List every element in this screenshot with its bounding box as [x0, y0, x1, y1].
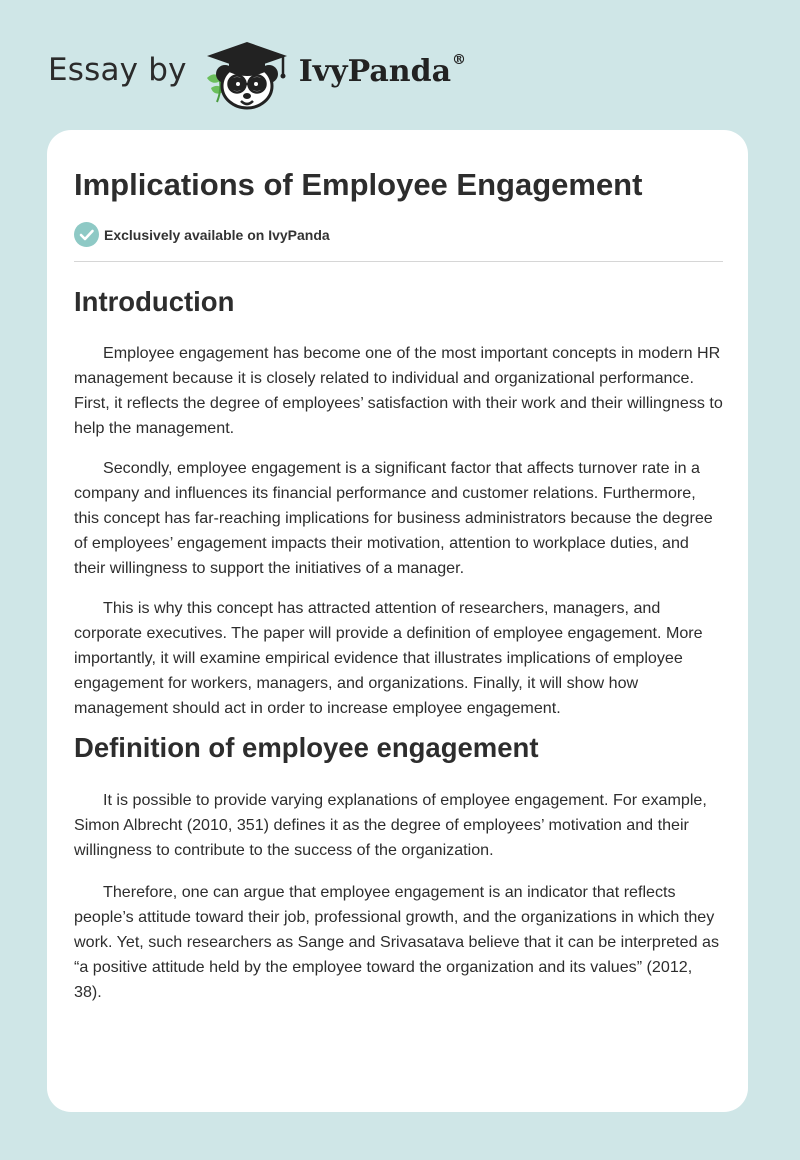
panda-logo-icon [203, 34, 295, 114]
section-heading-introduction: Introduction [74, 286, 235, 317]
paragraph: Secondly, employee engagement is a significant factor that affects turnover rate in a company and influences its financial performance and customer relations. Furthermore, this concept has far-reaching implications for business administrators because the degree of employees’ engagement impacts their motivation, attention to workplace duties, and their willingness to support the initiatives of a manager. [74, 459, 713, 577]
brand-prefix: Essay by [48, 52, 187, 88]
paragraph: It is possible to provide varying explanations of employee engagement. For example, Simon Albrecht (2010, 351) defines it as the degree of employees’ motivation and their willingness to contribute to the success of the organization. [74, 791, 707, 859]
brand-name: IvyPanda® [298, 51, 467, 89]
paragraph: This is why this concept has attracted attention of researchers, managers, and corporate executives. The paper will provide a definition of employee engagement. More importantly, it will examine empirical evidence that illustrates implications of employee engagement for workers, managers, and organizations. Finally, it will show how management should act in order to increase employee engagement. [74, 599, 703, 717]
essay-body [74, 278, 723, 1005]
registered-mark: ® [452, 51, 467, 68]
exclusive-badge-text: Exclusively available on IvyPanda [104, 226, 330, 243]
exclusive-badge [74, 222, 330, 247]
check-circle-icon [74, 222, 99, 247]
section-heading-definition: Definition of employee engagement [74, 732, 539, 763]
brand-header [48, 34, 466, 114]
essay-card [47, 130, 748, 1112]
essay-title: Implications of Employee Engagement [74, 167, 643, 202]
paragraph: Therefore, one can argue that employee engagement is an indicator that reflects people’s attitude toward their job, professional growth, and the organizations in which they work. Yet, such researchers as Sange and Srivasatava believe that it can be interpreted as “a positive attitude held by the employee toward the organization and its values” (2012, 38). [74, 883, 720, 1001]
title-divider [74, 261, 723, 262]
paragraph: Employee engagement has become one of the most important concepts in modern HR management because it is closely related to individual and organizational performance. First, it reflects the degree of employees’ satisfaction with their work and their willingness to help the management. [74, 344, 723, 437]
